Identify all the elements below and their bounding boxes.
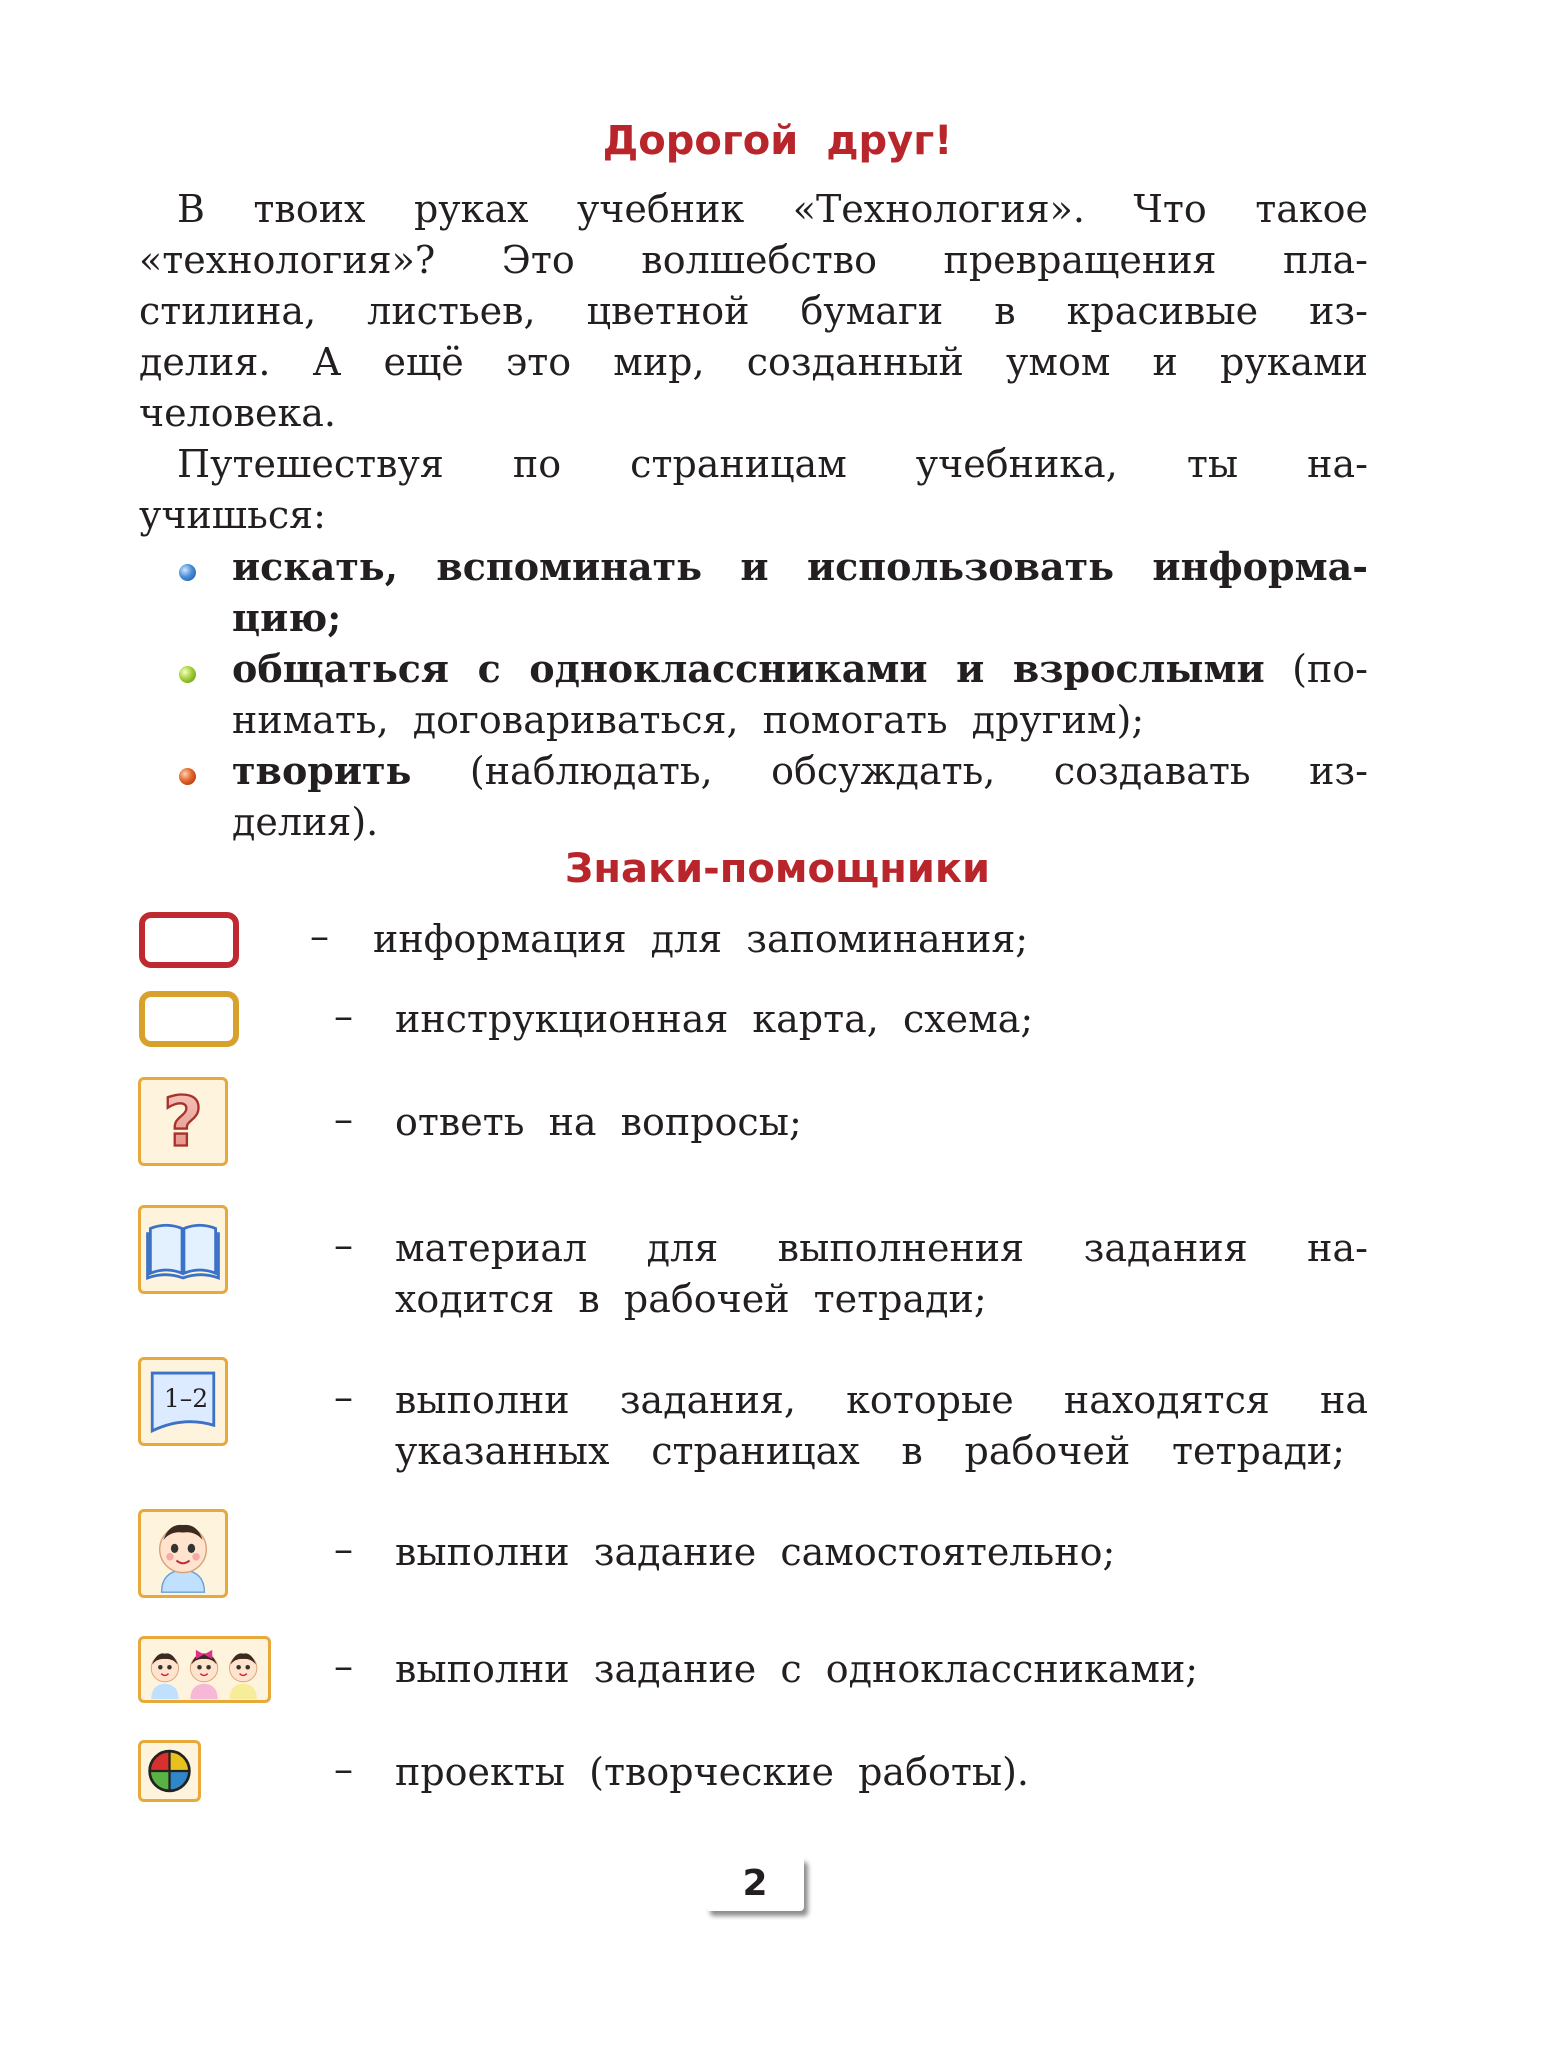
legend-dash: –: [334, 1747, 353, 1791]
bullet-text: (наблюдать, обсуждать, создавать из-: [411, 749, 1368, 793]
bullet-bold-text: цию;: [232, 595, 342, 640]
legend-text: выполни задание самостоятельно;: [395, 1530, 1116, 1574]
bullet-line: [232, 643, 1368, 694]
bullet-text: нимать, договариваться, помогать другим);: [232, 698, 1145, 742]
orange-bullet-icon: [179, 768, 196, 785]
question-mark-icon: [138, 1077, 228, 1166]
intro-line: учишься:: [139, 493, 326, 537]
red-frame-icon: [139, 912, 239, 968]
legend-text: материал для выполнения задания на-: [395, 1226, 1368, 1270]
legend-dash: –: [334, 1375, 353, 1419]
intro-line: «технология»? Это волшебство превращения пла-: [139, 238, 1368, 282]
legend-text: ответь на вопросы;: [395, 1100, 802, 1144]
open-book-icon: [138, 1205, 228, 1294]
bullet-line: [232, 694, 1368, 745]
bullet-text: делия).: [232, 800, 379, 844]
legend-dash: –: [334, 1223, 353, 1267]
intro-line: В твоих руках учебник «Технология». Что такое: [177, 187, 1368, 231]
bullet-text: (по-: [1264, 647, 1368, 691]
bullet-bold-text: общаться с одноклассниками и взрослыми: [232, 646, 1265, 691]
bullet-bold-text: искать, вспоминать и использовать информа-: [232, 544, 1368, 589]
green-bullet-icon: [179, 666, 196, 683]
bullet-line: [232, 745, 1368, 796]
legend-dash: –: [334, 1097, 353, 1141]
bullet-bold-text: творить: [232, 748, 412, 793]
legend-dash: –: [310, 914, 329, 958]
legend-dash: –: [334, 1527, 353, 1571]
legend-text: проекты (творческие работы).: [395, 1750, 1030, 1794]
intro-line: человека.: [139, 391, 336, 435]
intro-line: делия. А ещё это мир, созданный умом и руками: [139, 340, 1368, 384]
intro-line: стилина, листьев, цветной бумаги в красивые из-: [139, 289, 1368, 333]
bullet-line: [232, 796, 1368, 847]
workbook-pages-icon: [138, 1357, 228, 1446]
yellow-frame-icon: [139, 991, 239, 1047]
intro-line: Путешествуя по страницам учебника, ты на-: [177, 442, 1368, 486]
child-face-icon: [138, 1509, 228, 1598]
page-number: 2: [742, 1863, 768, 1904]
legend-text: выполни задания, которые находятся на: [395, 1378, 1368, 1422]
legend-dash: –: [334, 1644, 353, 1688]
bullet-line: [232, 592, 1368, 643]
signs-heading: Знаки-помощники: [564, 846, 991, 892]
legend-text: инструкционная карта, схема;: [395, 997, 1034, 1041]
legend-dash: –: [334, 994, 353, 1038]
legend-text: выполни задание с одноклассниками;: [395, 1647, 1199, 1691]
blue-bullet-icon: [179, 564, 196, 581]
project-circle-icon: [138, 1740, 201, 1802]
legend-text: указанных страницах в рабочей тетради;: [395, 1429, 1345, 1473]
legend-text: ходится в рабочей тетради;: [395, 1277, 987, 1321]
page-title: Дорогой друг!: [602, 118, 953, 164]
legend-text: информация для запоминания;: [373, 917, 1029, 961]
workbook-pages-label: 1–2: [163, 1384, 209, 1413]
three-children-icon: [138, 1636, 271, 1703]
svg-text:?: ?: [162, 1082, 204, 1163]
bullet-line: [232, 541, 1368, 592]
